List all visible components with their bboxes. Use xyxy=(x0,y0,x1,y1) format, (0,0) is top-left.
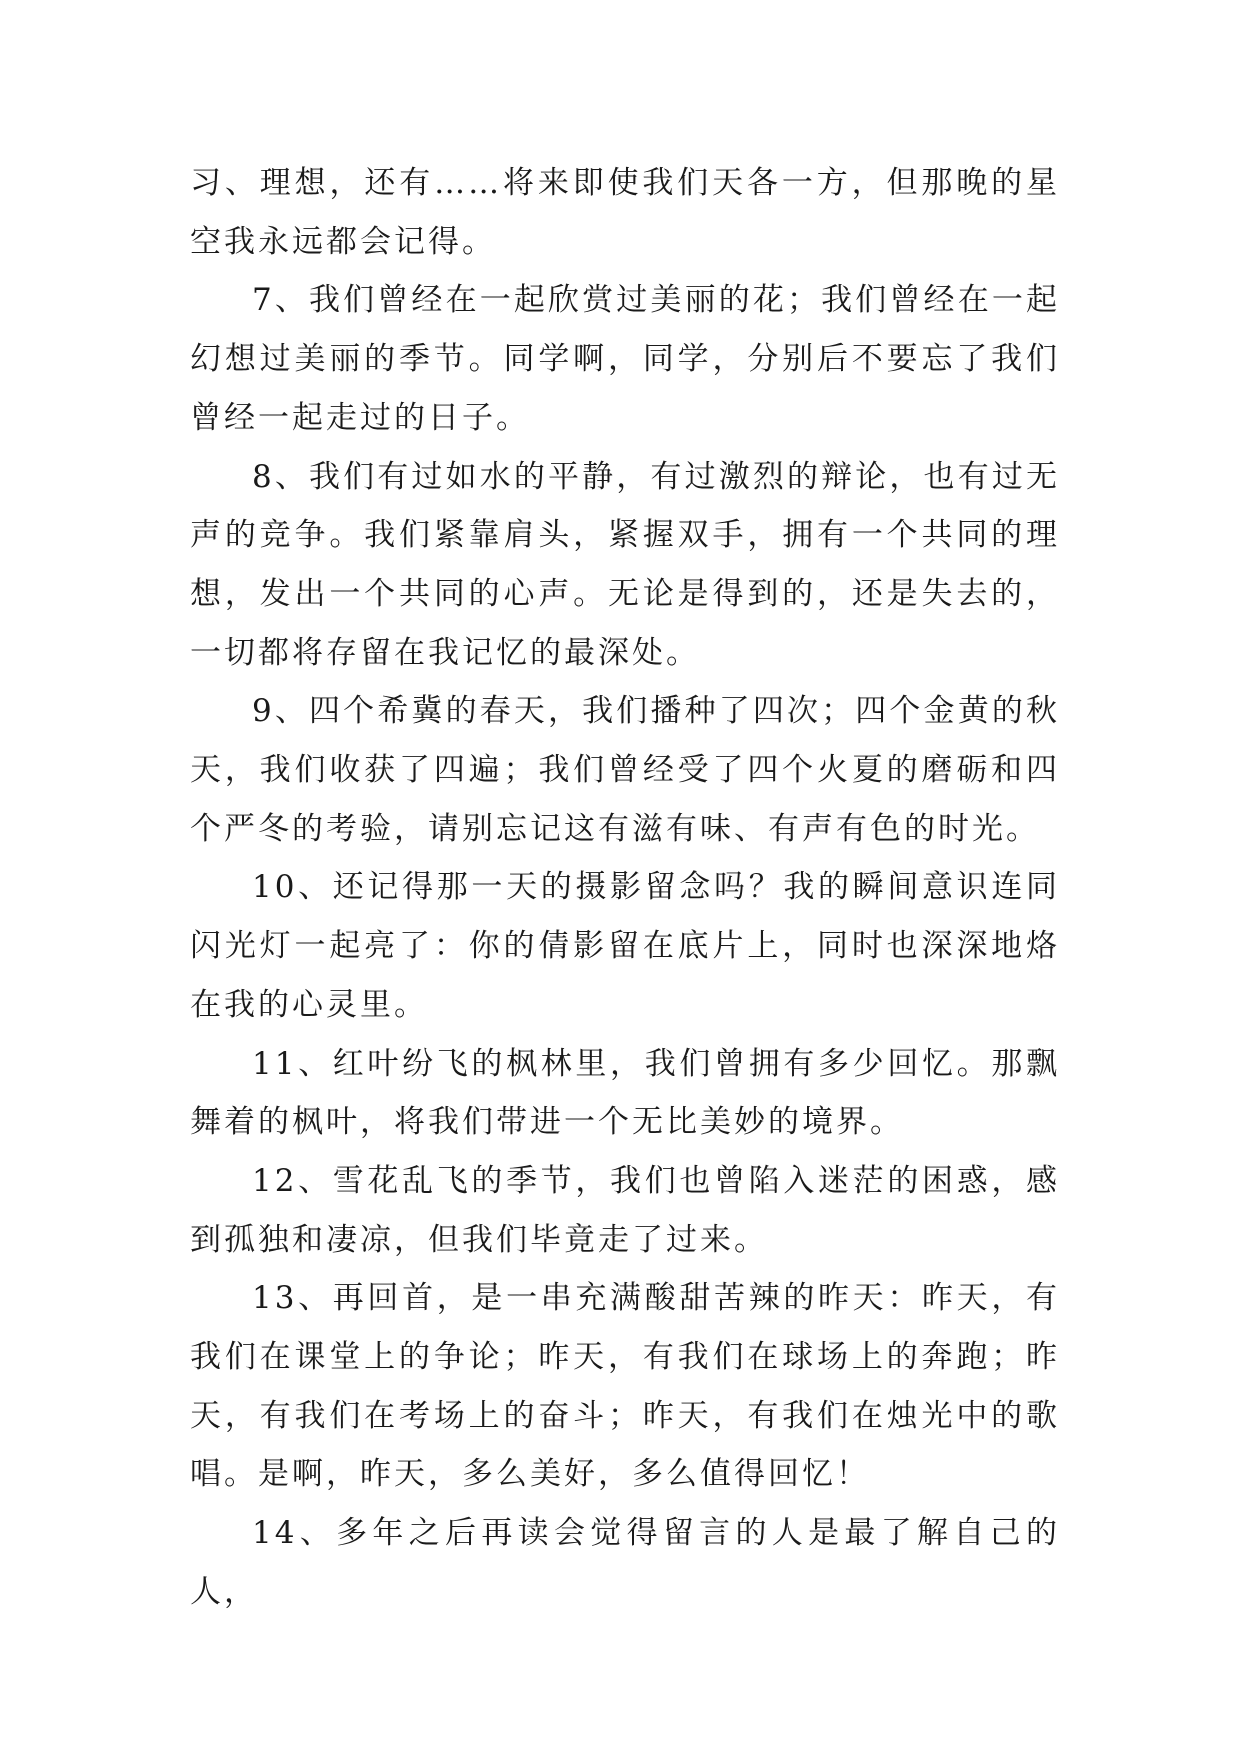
paragraph-13: 13、再回首，是一串充满酸甜苦辣的昨天：昨天，有我们在课堂上的争论；昨天，有我们在球场上的奔跑；昨天，有我们在考场上的奋斗；昨天，有我们在烛光中的歌唱。是啊，昨天，多么美好，多么值得回忆！ xyxy=(190,1280,1060,1493)
paragraph-7: 7、我们曾经在一起欣赏过美丽的花；我们曾经在一起幻想过美丽的季节。同学啊，同学，分别后不要忘了我们曾经一起走过的日子。 xyxy=(190,282,1060,436)
text-column xyxy=(190,154,1060,1622)
paragraph-8: 8、我们有过如水的平静，有过激烈的辩论，也有过无声的竞争。我们紧靠肩头，紧握双手，拥有一个共同的理想，发出一个共同的心声。无论是得到的，还是失去的，一切都将存留在我记忆的最深处。 xyxy=(190,458,1060,671)
paragraph-12: 12、雪花乱飞的季节，我们也曾陷入迷茫的困惑，感到孤独和凄凉，但我们毕竟走了过来。 xyxy=(190,1162,1060,1258)
paragraph-11: 11、红叶纷飞的枫林里，我们曾拥有多少回忆。那飘舞着的枫叶，将我们带进一个无比美妙的境界。 xyxy=(190,1045,1060,1141)
paragraph-10: 10、还记得那一天的摄影留念吗？我的瞬间意识连同闪光灯一起亮了：你的倩影留在底片上，同时也深深地烙在我的心灵里。 xyxy=(190,869,1060,1023)
paragraph-14: 14、多年之后再读会觉得留言的人是最了解自己的人， xyxy=(190,1515,1060,1610)
paragraph-9: 9、四个希冀的春天，我们播种了四次；四个金黄的秋天，我们收获了四遍；我们曾经受了四个火夏的磨砺和四个严冬的考验，请别忘记这有滋有味、有声有色的时光。 xyxy=(190,693,1060,847)
paragraph-6-continued: 习、理想，还有……将来即使我们天各一方，但那晚的星空我永远都会记得。 xyxy=(190,165,1060,260)
